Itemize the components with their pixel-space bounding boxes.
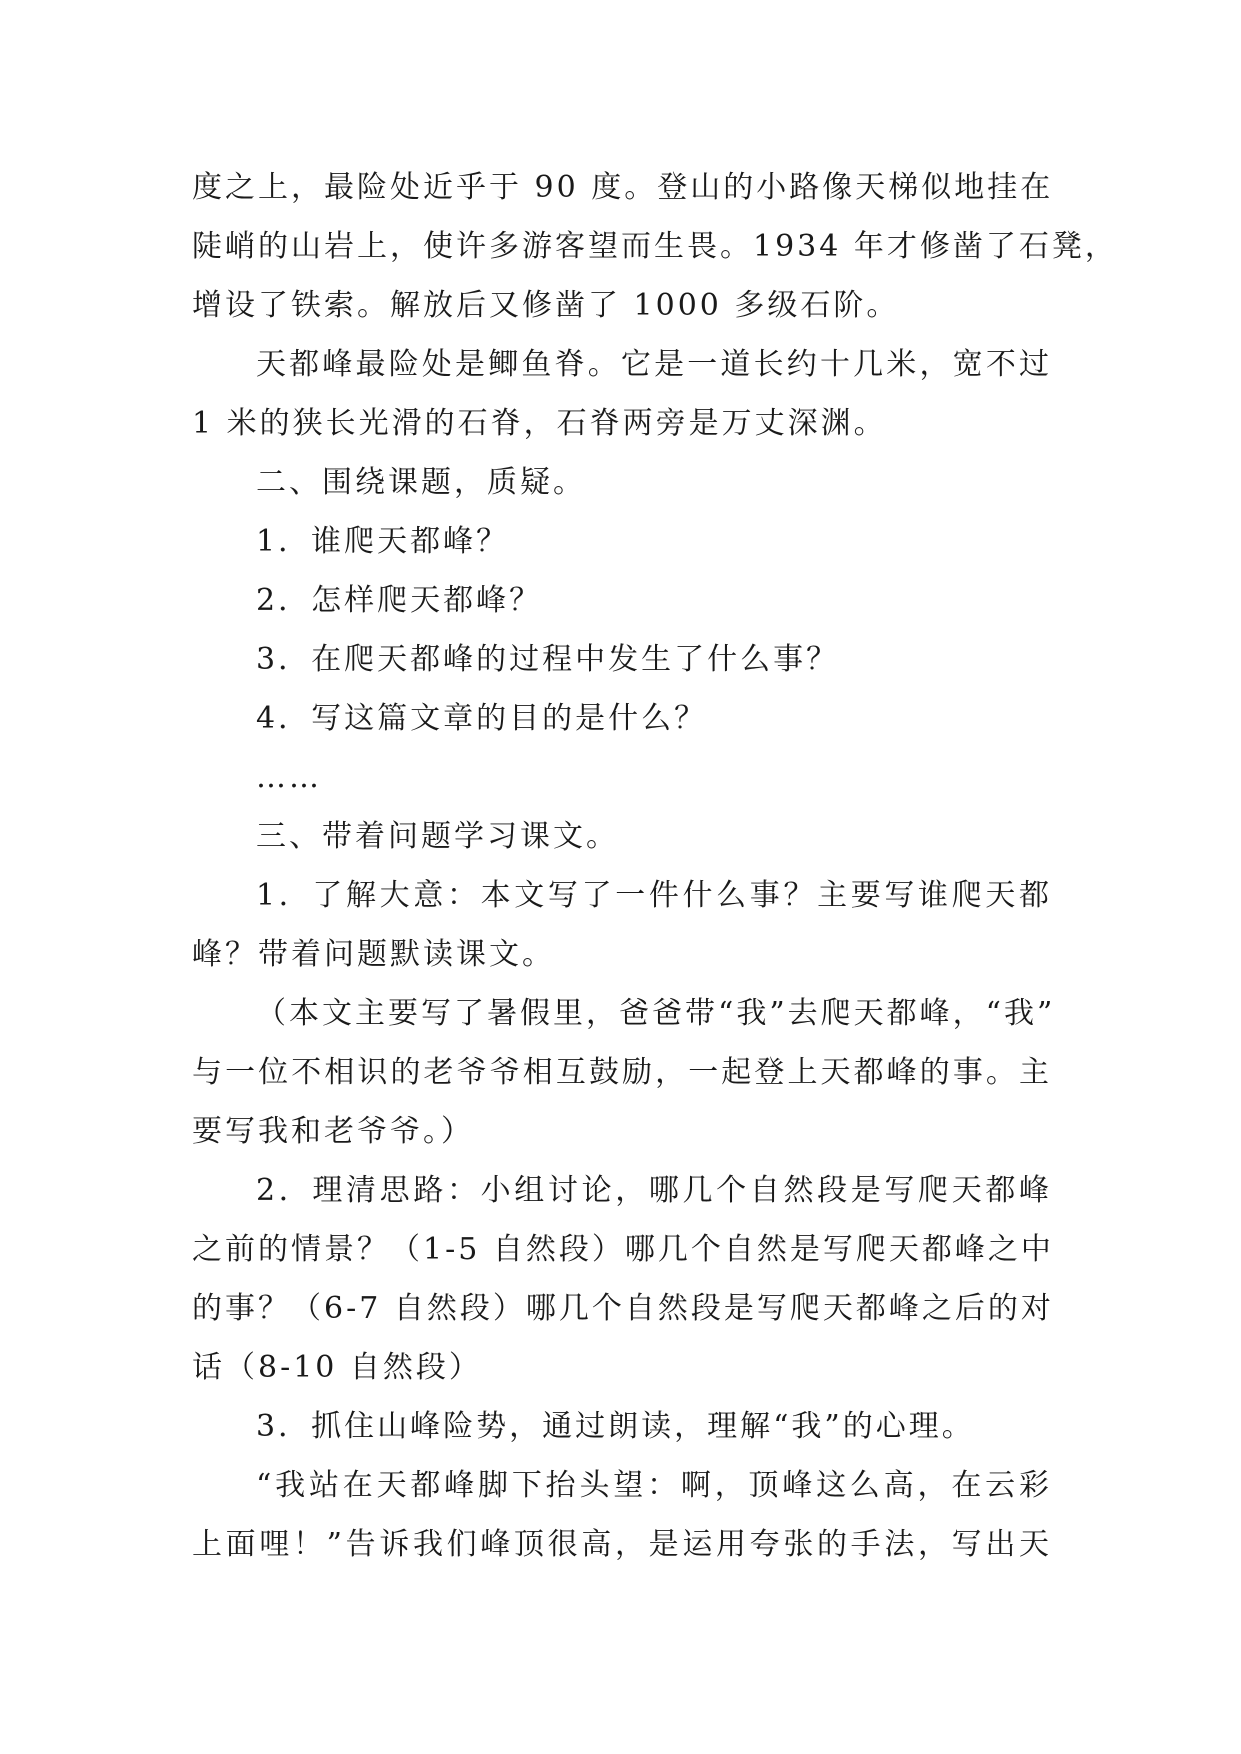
text-line: （本文主要写了暑假里，爸爸带“我”去爬天都峰，“我” xyxy=(256,996,1056,1031)
ellipsis: …… xyxy=(256,760,322,795)
text-line: 上面哩！”告诉我们峰顶很高，是运用夸张的手法，写出天 xyxy=(192,1527,1052,1562)
text-line: 天都峰最险处是鲫鱼脊。它是一道长约十几米，宽不过 xyxy=(256,347,1052,382)
text-line: 峰？带着问题默读课文。 xyxy=(192,937,555,972)
list-item: 3．在爬天都峰的过程中发生了什么事？ xyxy=(256,642,840,677)
text-line: 增设了铁索。解放后又修凿了 1000 多级石阶。 xyxy=(192,288,900,323)
text-line: 要写我和老爷爷。） xyxy=(192,1114,474,1149)
text-line: 陡峭的山岩上，使许多游客望而生畏。1934 年才修凿了石凳， xyxy=(192,229,1118,264)
list-item: 1．谁爬天都峰？ xyxy=(256,524,510,559)
section-heading: 三、带着问题学习课文。 xyxy=(256,819,619,854)
text-line: 与一位不相识的老爷爷相互鼓励，一起登上天都峰的事。主 xyxy=(192,1055,1052,1090)
text-line: “我站在天都峰脚下抬头望：啊，顶峰这么高，在云彩 xyxy=(256,1468,1052,1503)
text-line: 话（8-10 自然段） xyxy=(192,1350,482,1385)
list-item: 4．写这篇文章的目的是什么？ xyxy=(256,701,708,736)
section-heading: 二、围绕课题，质疑。 xyxy=(256,465,586,500)
text-line: 的事？（6-7 自然段）哪几个自然段是写爬天都峰之后的对 xyxy=(192,1291,1054,1326)
document-page xyxy=(192,158,1118,1574)
text-line: 1 米的狭长光滑的石脊，石脊两旁是万丈深渊。 xyxy=(192,406,887,441)
text-line: 度之上，最险处近乎于 90 度。登山的小路像天梯似地挂在 xyxy=(192,170,1054,205)
text-line: 1．了解大意：本文写了一件什么事？主要写谁爬天都 xyxy=(256,878,1052,913)
text-line: 之前的情景？（1-5 自然段）哪几个自然是写爬天都峰之中 xyxy=(192,1232,1054,1267)
text-line: 2．理清思路：小组讨论，哪几个自然段是写爬天都峰 xyxy=(256,1173,1052,1208)
text-line: 3．抓住山峰险势，通过朗读，理解“我”的心理。 xyxy=(256,1409,975,1444)
list-item: 2．怎样爬天都峰？ xyxy=(256,583,543,618)
